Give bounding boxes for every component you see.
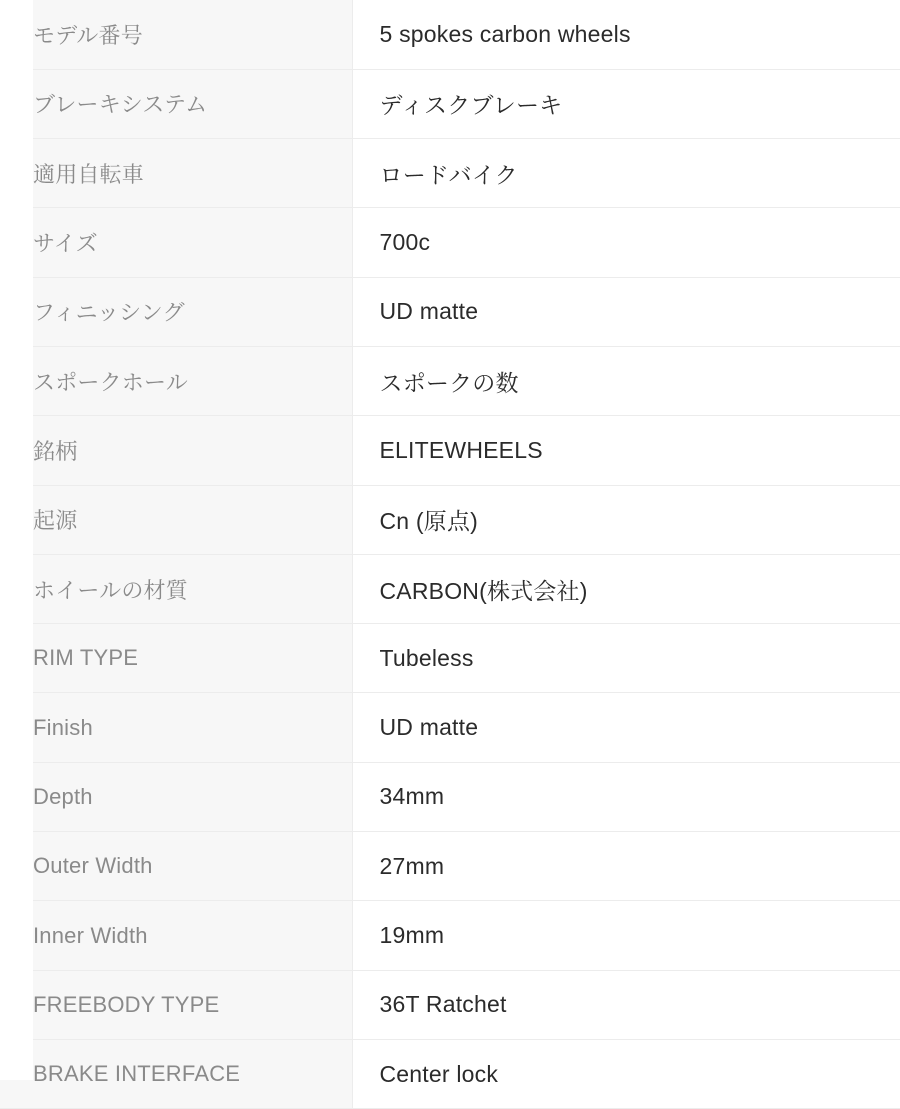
table-row xyxy=(0,69,900,138)
table-row xyxy=(0,139,900,208)
table-row xyxy=(0,901,900,970)
spec-label: フィニッシング xyxy=(0,277,352,346)
table-row xyxy=(0,277,900,346)
spec-value: CARBON(株式会社) xyxy=(352,554,900,623)
spec-label: ホイールの材質 xyxy=(0,554,352,623)
spec-value: 36T Ratchet xyxy=(352,970,900,1039)
spec-label: 適用自転車 xyxy=(0,139,352,208)
table-row xyxy=(0,416,900,485)
spec-value: Tubeless xyxy=(352,624,900,693)
spec-value: ディスクブレーキ xyxy=(352,69,900,138)
spec-value: ELITEWHEELS xyxy=(352,416,900,485)
spec-label: 銘柄 xyxy=(0,416,352,485)
spec-label: ブレーキシステム xyxy=(0,69,352,138)
table-row xyxy=(0,208,900,277)
spec-label: Inner Width xyxy=(0,901,352,970)
spec-label: BRAKE INTERFACE xyxy=(0,1039,352,1108)
table-row xyxy=(0,485,900,554)
spec-label: Finish xyxy=(0,693,352,762)
spec-value: 27mm xyxy=(352,832,900,901)
spec-value: 5 spokes carbon wheels xyxy=(352,0,900,69)
table-row xyxy=(0,624,900,693)
table-row xyxy=(0,1039,900,1108)
table-row xyxy=(0,554,900,623)
spec-label: スポークホール xyxy=(0,346,352,415)
spec-value: Cn (原点) xyxy=(352,485,900,554)
spec-label: FREEBODY TYPE xyxy=(0,970,352,1039)
table-row xyxy=(0,762,900,831)
table-row xyxy=(0,970,900,1039)
spec-value: UD matte xyxy=(352,277,900,346)
table-row xyxy=(0,346,900,415)
spec-label: サイズ xyxy=(0,208,352,277)
spec-label: 起源 xyxy=(0,485,352,554)
spec-value: 700c xyxy=(352,208,900,277)
spec-value: UD matte xyxy=(352,693,900,762)
spec-value: スポークの数 xyxy=(352,346,900,415)
table-row xyxy=(0,693,900,762)
spec-value: Center lock xyxy=(352,1039,900,1108)
spec-label: Outer Width xyxy=(0,832,352,901)
table-row xyxy=(0,0,900,69)
table-row xyxy=(0,832,900,901)
spec-label: モデル番号 xyxy=(0,0,352,69)
spec-label: RIM TYPE xyxy=(0,624,352,693)
spec-value: ロードバイク xyxy=(352,139,900,208)
spec-label: Depth xyxy=(0,762,352,831)
spec-value: 19mm xyxy=(352,901,900,970)
spec-value: 34mm xyxy=(352,762,900,831)
